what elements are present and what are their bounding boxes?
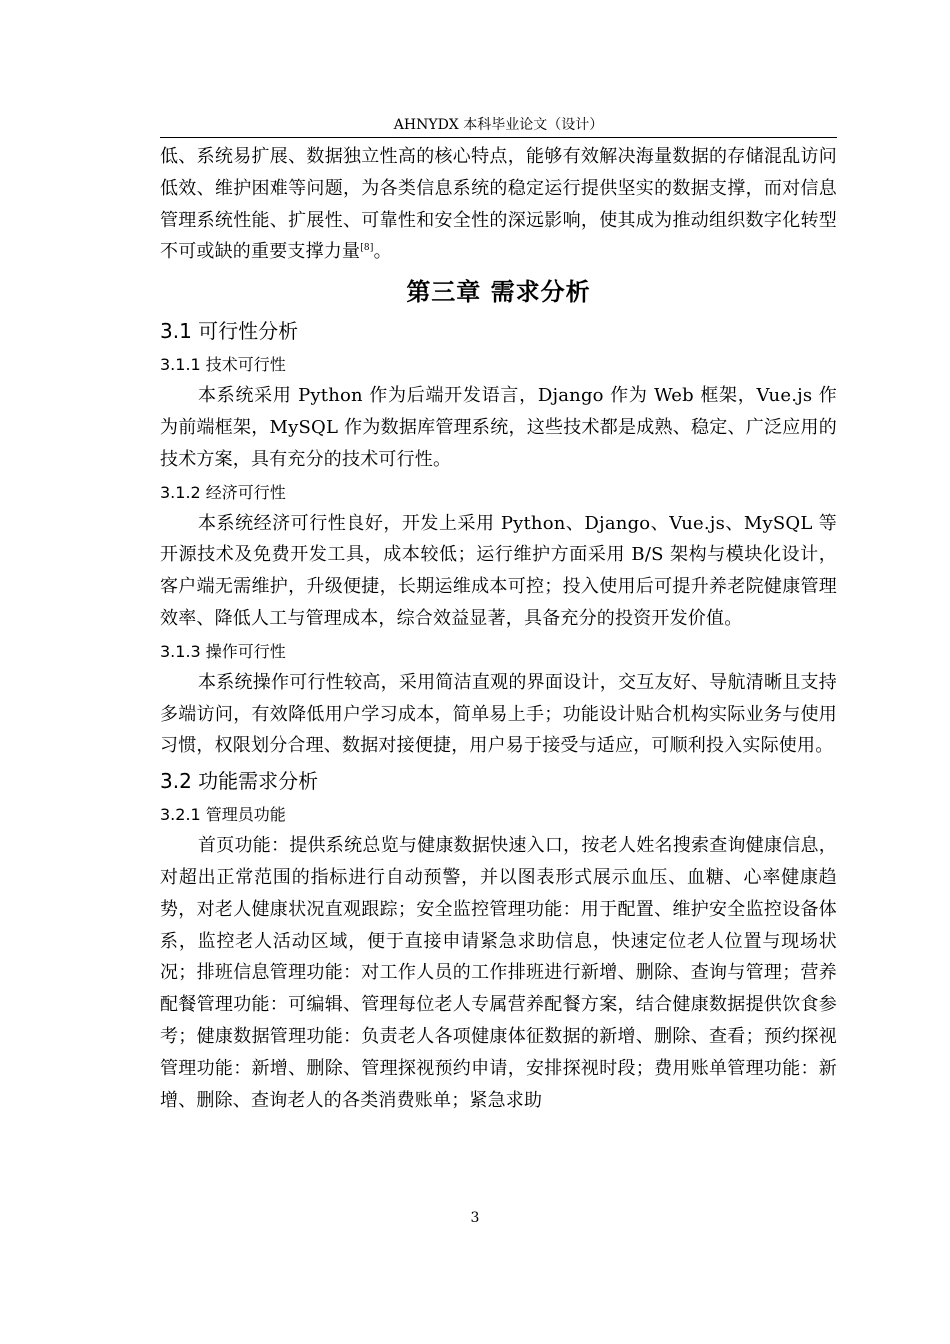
section-3-2-1-heading: 3.2.1 管理员功能 <box>160 805 286 825</box>
section-3-1-heading: 3.1 可行性分析 <box>160 319 299 344</box>
section-3-2-heading: 3.2 功能需求分析 <box>160 769 319 794</box>
page-header: AHNYDX 本科毕业论文（设计） <box>393 117 604 133</box>
section-3-2-1-paragraph: 首页功能：提供系统总览与健康数据快速入口，按老人姓名搜索查询健康信息，对超出正常范围的指标进行自动预警，并以图表形式展示血压、血糖、心率健康趋势，对老人健康状况直观跟踪；安全监控管理功能：用于配置、维护安全监控设备体系，监控老人活动区域，便于直接申请紧急求助信息，快速定位老人位置与现场状况；排班信息管理功能：对工作人员的工作排班进行新增、删除、查询与管理；营养配餐管理功能：可编辑、管理每位老人专属营养配餐方案，结合健康数据提供饮食参考；健康数据管理功能：负责老人各项健康体征数据的新增、删除、查看；预约探视管理功能：新增、删除、管理探视预约申请，安排探视时段；费用账单管理功能：新增、删除、查询老人的各类消费账单；紧急求助 <box>160 835 837 1111</box>
page-number: 3 <box>470 1210 480 1226</box>
section-3-1-2-heading: 3.1.2 经济可行性 <box>160 482 286 502</box>
intro-text: 低、系统易扩展、数据独立性高的核心特点，能够有效解决海量数据的存储混乱访问低效、维护困难等问题，为各类信息系统的稳定运行提供坚实的数据支撑，而对信息管理系统性能、扩展性、可靠性和安全性的深远影响，使其成为推动组织数字化转型不可或缺的重要支撑力量 <box>160 146 837 263</box>
section-3-1-2-paragraph: 本系统经济可行性良好，开发上采用 Python、Django、Vue.js、MySQL 等开源技术及免费开发工具，成本较低；运行维护方面采用 B/S 架构与模块化设计，客户端无需维护，升级便捷，长期运维成本可控；投入使用后可提升养老院健康管理效率、降低人工与管理成本，综合效益显著，具备充分的投资开发价值。 <box>160 512 837 629</box>
page-body <box>160 141 837 1116</box>
intro-paragraph <box>160 141 837 268</box>
chapter-title: 第三章 需求分析 <box>406 278 591 307</box>
intro-end: 。 <box>373 241 392 263</box>
section-3-1-1-heading: 3.1.1 技术可行性 <box>160 355 286 375</box>
section-3-1-3-heading: 3.1.3 操作可行性 <box>160 641 286 661</box>
citation-mark: [8] <box>360 243 374 254</box>
header-divider <box>160 137 837 138</box>
section-3-1-1-paragraph: 本系统采用 Python 作为后端开发语言，Django 作为 Web 框架，Vue.js 作为前端框架，MySQL 作为数据库管理系统，这些技术都是成熟、稳定、广泛应用的技术方案，具有充分的技术可行性。 <box>160 385 837 470</box>
section-3-1-3-paragraph: 本系统操作可行性较高，采用简洁直观的界面设计，交互友好、导航清晰且支持多端访问，有效降低用户学习成本，简单易上手；功能设计贴合机构实际业务与使用习惯，权限划分合理、数据对接便捷，用户易于接受与适应，可顺利投入实际使用。 <box>160 671 837 757</box>
